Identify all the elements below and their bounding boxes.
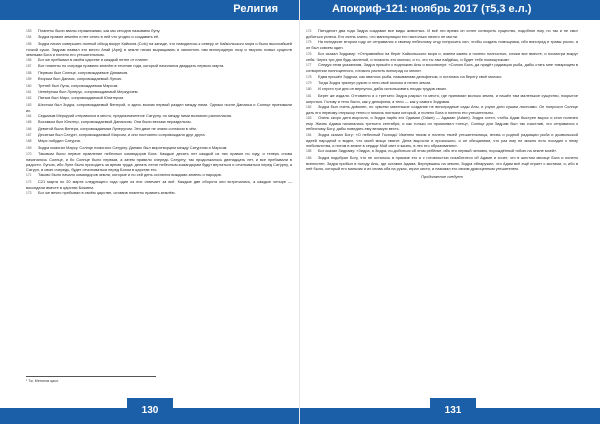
- verse-paragraph: [26, 145, 292, 151]
- verse-number: 162: [26, 96, 32, 101]
- verse-paragraph: [306, 104, 578, 115]
- verse-paragraph: [26, 132, 292, 138]
- verse-paragraph: [306, 28, 578, 39]
- verse-number: 182: [306, 104, 312, 109]
- verse-paragraph: [306, 51, 578, 62]
- continued-note: Продолжение следует: [421, 173, 463, 179]
- verse-text: С21 марта по 20 марта следующего года один из них отвечает за всё. Каждые две оборота они встречались, а каждые четыре — восседали вместе в царстве Божием.: [26, 178, 292, 190]
- verse-paragraph: [26, 70, 292, 76]
- verse-text: Таково было начало командоров земли, которые и по сей день остаются вождями земель и народов.: [38, 172, 222, 178]
- verse-text: Бог сказал Зидраму: «Отправляйся на берег Кайкольского моря и, имеем камня и полено полностью, сложи все вместе, и посмотри вокруг себя. Через три дня будь моленой, и погасить это молоко, и то, что ты там найдёшь, и будет тебе помощником».: [306, 50, 578, 62]
- verse-paragraph: [306, 93, 578, 104]
- verse-text: Марс побудил Сатурна.: [38, 138, 81, 144]
- verse-number: 174: [306, 29, 312, 33]
- verse-paragraph: [306, 132, 578, 148]
- verse-paragraph: [306, 62, 578, 73]
- verse-text: И спустя три дня он вернулся, дабы использовать плоды трудов своих.: [318, 86, 448, 92]
- verse-text: Вот планеты по очереди правили землёю в течение года, который начинался двадцать первого марта.: [38, 63, 225, 69]
- verse-text: Планеты были званы стражниками, как мы сегодня называем Луну.: [38, 28, 161, 33]
- right-page-header: [300, 0, 600, 20]
- verse-paragraph: [26, 34, 292, 40]
- verse-text: На пятидесят втором году он отправился к своему небесному отцу попросить сил, чтобы создать помощника, ибо виноград и травы росли, а он был совсем один.: [306, 39, 578, 51]
- verse-text: Едва пришёл Зидром, как явилось рыба, называемая дельфином, и осталась на берегу своё молоко.: [318, 73, 503, 79]
- verse-number: 181: [306, 93, 312, 98]
- verse-paragraph: [26, 113, 292, 119]
- verse-number: 157: [26, 64, 32, 69]
- verse-text: Бог же вечно пребывал в своём царстве, оставив планеты править землёю.: [38, 190, 176, 196]
- verse-text: Седьмым Меркурий отправился в место, предназначенное Сатурну, но между ними возникли разногласия.: [38, 112, 232, 118]
- verse-number: 165: [26, 120, 32, 125]
- verse-text: Зидра правил землёю и нет сеять в ней что угодно и создавать её.: [38, 34, 160, 40]
- verse-paragraph: [306, 86, 578, 92]
- verse-number: 166: [26, 126, 32, 131]
- verse-number: 170: [26, 151, 32, 156]
- verse-paragraph: [306, 148, 578, 154]
- verse-paragraph: [26, 179, 292, 190]
- verse-text: Зидра начал совершать полный обход вокруг Кайкола (Coic) на западе, что наводилось к северу от Кайкольского моря и было высочайшей точкой суши. Зидрам назвал это место Апай (Apej) в земле начал выращивать и заполнять там виноградную лозу и творить новых существ земными Бога и полено его утешительным.: [26, 40, 292, 57]
- verse-paragraph: [26, 28, 292, 34]
- verse-paragraph: [26, 83, 292, 89]
- verse-paragraph: [26, 95, 292, 101]
- verse-number: 161: [26, 89, 32, 94]
- verse-number: 177: [306, 63, 312, 68]
- verse-number: 178: [306, 74, 312, 79]
- verse-number: 159: [26, 77, 32, 82]
- verse-paragraph: [26, 57, 292, 63]
- verse-number: 167: [26, 132, 32, 137]
- verse-paragraph: [26, 63, 292, 69]
- verse-number: 155: [26, 41, 32, 46]
- verse-text: Зидра был очень доволен, но чувство маленькое создание не виноградные сады Апы, и учуял доги сушим листьями. Он попросил Солнце дать его первому отпрыску тепло и помочь листьям который, и полено Бога и полено его утешительны.: [306, 103, 578, 116]
- verse-number: 180: [306, 87, 312, 92]
- verse-number: 158: [26, 70, 32, 75]
- verse-paragraph: [306, 115, 578, 131]
- verse-number: 185: [306, 149, 312, 154]
- verse-paragraph: [26, 102, 292, 113]
- right-page-number: 131: [430, 398, 476, 424]
- verse-text: Третий был Луна, сопровождаемая Марсом.: [38, 82, 119, 88]
- verse-paragraph: [26, 89, 292, 95]
- verse-paragraph: [26, 190, 292, 196]
- verse-number: 163: [26, 102, 32, 107]
- verse-number: 154: [26, 35, 32, 40]
- right-page-body: [306, 28, 578, 384]
- verse-text: Берег же издали. Оттовинно и с третьего Зидра разрыл то место, где принимал молоко земля, и нашёл там маленькое существо, покрытое шерстью. Голову и тело было, как у дельфина, а тело — как у самого Зидрама.: [306, 92, 578, 104]
- verse-number: 169: [26, 145, 32, 150]
- verse-text: Зидра подобрал Богу, что не осталось в приказе его и с готовностью позаботится об Адаме и хочет, что в шестом месяце Бога и полено всенистен. Зидра прибыл в погоду Апы, где оставил Адама. Вернувшись на землю, Зидра обнаружил, что Адам всё ещё играет с кистями, и, ибо в неё было, который его мальчик и их снова оба на руках, играл кисти, и называл его своим драгоценным утешителем.: [306, 154, 578, 171]
- verse-text: Первым был Солнце, сопровождаемое Данаиков.: [38, 69, 129, 75]
- verse-paragraph: [306, 80, 578, 86]
- verse-paragraph: [306, 155, 578, 171]
- left-page-body: [26, 28, 292, 384]
- verse-number: 173: [26, 191, 32, 196]
- verse-paragraph: [306, 39, 578, 50]
- verse-paragraph: [306, 74, 578, 80]
- verse-number: 184: [306, 132, 312, 137]
- verse-number: 175: [306, 40, 312, 45]
- verse-paragraph: [26, 126, 292, 132]
- verse-text: Бог сказал Зидраму: «Зидра, я Зидра, по-добиться об этом ребёнке, ибо это первый человек, порождённый тобою на земле моей».: [318, 148, 558, 154]
- verse-text: Тогда Зидра тряхнул рукою и гели своё молоко в пепел земли.: [318, 79, 432, 85]
- verse-text: Зидра помогал Марсу. Солнце помогало Сатурну. Данаис был миротворцем между Сатурном и Марсом.: [38, 144, 228, 150]
- verse-paragraph: [26, 151, 292, 172]
- verse-text: Бог же пребывал в своём царстве и каждый летел от планет.: [38, 57, 149, 63]
- verse-number: 156: [26, 58, 32, 63]
- verse-number: 176: [306, 51, 312, 56]
- verse-number: 186: [306, 155, 312, 160]
- verse-text: Пятым был Марс, сопровождаемый Юпитером.: [38, 95, 125, 101]
- verse-text: Пятьдесят два года Зидра создавал все виды животных. И всё это время он хотел сотворить существо, подобное ему, но так и не смог добиться успеха. Его очень злило, что манипуляции его настолько ничего не могли.: [306, 28, 578, 40]
- verse-text: Десятым был Сатурн, сопровождаемый Марсом, и они постоянно сопровождали друг друга.: [38, 131, 206, 137]
- footnote: ¹ Тж. Метонов цикл.: [26, 376, 156, 383]
- verse-text: Четвёртым был Луперус, сопровождаемый Меркурием.: [38, 88, 139, 94]
- verse-text: Вторым был Данаис, сопровождаемый Луною.: [38, 76, 123, 82]
- verse-paragraph: [26, 172, 292, 178]
- verse-number: 172: [26, 179, 32, 184]
- left-page-header: [0, 0, 300, 20]
- verse-text: Таковым было первое правление небесных командоров Бога. Каждые десять лет каждый из них правил по году, и теперь снова начиналось Солнце, и бо Солнце было первым, а затем правило очередь Сатурну; так продолжалось двенадцать лет, и все пребывали в радости. Луною, ибо Луне было приходить за время труда: делать легче небесным командорам будут вертаться и отчитываться перед Сатурну, а Сатурн, в свою очередь, будет отчитываться перед Богом в царстве его.: [26, 150, 292, 173]
- verse-text: Шестым был Зидра, сопровождаемый Венерой, и здесь возник первый раздел между ними. Однако после Данаиса и Солнце принимали их.: [26, 101, 292, 113]
- verse-text: Следуя этим указаниям, Зидра пришёл к подножию Апы и воскликнул: «Силою Бога, да придёт радиация рыба, дабы стать мне товарищем в сотворении полноценного, готового растить виноград со мною».: [306, 62, 578, 74]
- left-page-number: 130: [127, 398, 173, 424]
- verse-number: 153: [26, 29, 32, 33]
- right-page: [300, 0, 600, 424]
- verse-text: Девятой была Венера, сопровождаемая Луперусом. Эти двое не знали согласия в чём.: [38, 125, 197, 131]
- left-section-title: Религия: [233, 3, 278, 15]
- verse-text: Зидра сказал Богу: «О небесный Господь! Именем твоим и полено твоей утешительницы, вновь и родной радиации рыба и дьявольской идеей народной я видел, что моей мощи хватит. Дела выросли и произошло, и он обещаниям, что раз ему не можно есть посадил к нему любопытства, и потом в земле в сердце Мой свет и жизнь, в лес его образованию».: [306, 131, 578, 148]
- verse-text: Восьмым был Юпитер, сопровождаемый Данаисом. Они были весьма нераздельны.: [38, 119, 192, 125]
- verse-number: 164: [26, 113, 32, 118]
- verse-number: 183: [306, 116, 312, 121]
- verse-paragraph: [26, 119, 292, 125]
- right-section-title: Апокриф-121: ноябрь 2017 (т5,3 е.л.): [332, 3, 532, 15]
- verse-paragraph: [26, 76, 292, 82]
- verse-number: 168: [26, 139, 32, 144]
- verse-paragraph: [26, 138, 292, 144]
- verse-text: Очень скоро дитя выросло, и Зидра нарёк его Одаман (Odam) — Адаман (Adam). Зидра хотел, чтобы Адам быстрее вырос и стал полезен ему. Жизнь Адама начиналась третьего сентября, и как только он промолвил «отец», Солнце дня Зидрам был так счастлив, что отправился к небесному Богу, дабы поведать ему великую весть.: [306, 115, 578, 132]
- verse-paragraph: [26, 41, 292, 57]
- verse-number: 179: [306, 80, 312, 85]
- verse-number: 160: [26, 83, 32, 88]
- verse-number: 171: [26, 173, 32, 178]
